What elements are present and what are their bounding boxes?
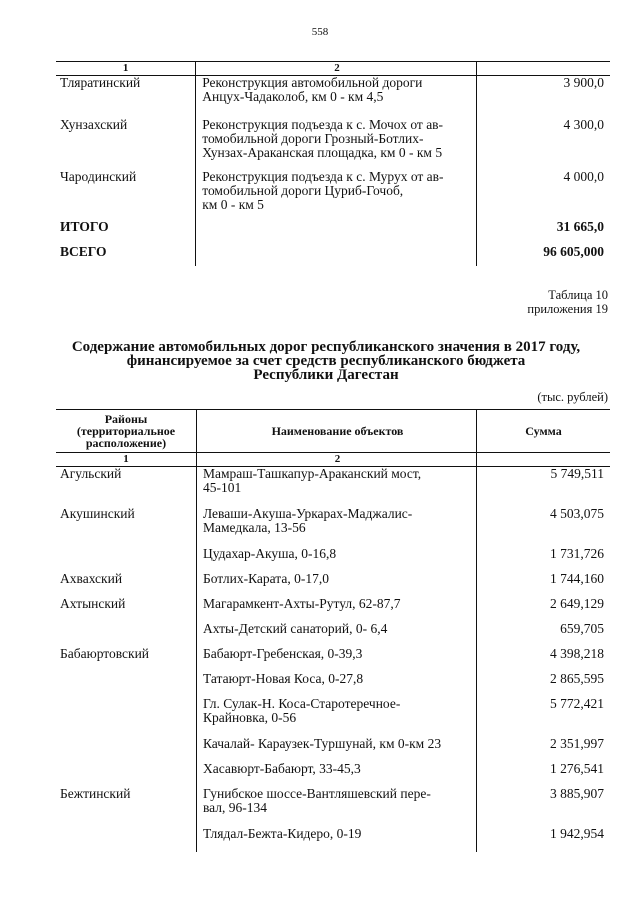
header-amount: Сумма bbox=[477, 410, 610, 453]
amount-cell: 3 885,907 bbox=[550, 786, 604, 801]
total-label: ИТОГО bbox=[60, 219, 109, 234]
object-cell: Ахты-Детский санаторий, 0- 6,4 bbox=[196, 622, 476, 647]
amount-cell: 659,705 bbox=[560, 621, 604, 636]
district-cell: Агульский bbox=[60, 466, 122, 481]
col-number-3 bbox=[477, 453, 610, 467]
district-cell: Ахтынский bbox=[60, 596, 126, 611]
district-cell bbox=[56, 697, 196, 737]
district-cell bbox=[56, 622, 196, 647]
district-cell bbox=[56, 547, 196, 572]
continued-table bbox=[56, 61, 610, 266]
object-cell: Магарамкент-Ахты-Рутул, 62-87,7 bbox=[196, 597, 476, 622]
header-districts: Районы (территориальное расположение) bbox=[56, 410, 196, 453]
object-cell: Гл. Сулак-Н. Коса-Старотеречное- Крайновка, 0-56 bbox=[196, 697, 476, 737]
table-reference-line1: Таблица 10 bbox=[548, 288, 608, 302]
district-cell bbox=[56, 762, 196, 787]
col-number-1: 1 bbox=[56, 62, 196, 76]
district-cell: Акушинский bbox=[60, 506, 135, 521]
table-row bbox=[56, 737, 610, 762]
table-row bbox=[56, 647, 610, 672]
object-cell: Гунибское шоссе-Вантляшевский пере- вал, 96-134 bbox=[196, 787, 476, 827]
grand-total-value: 96 605,000 bbox=[543, 244, 604, 259]
column-number-row bbox=[56, 62, 610, 76]
object-cell: Тлядал-Бежта-Кидеро, 0-19 bbox=[196, 827, 476, 852]
object-cell: Реконструкция подъезда к с. Мочох от ав- томобильной дороги Грозный-Ботлих- Хунзах-Араканская площадка, км 0 - км 5 bbox=[196, 118, 477, 170]
amount-cell: 5 749,511 bbox=[550, 466, 604, 481]
district-cell: Бабаюртовский bbox=[60, 646, 150, 661]
table-row bbox=[56, 170, 610, 220]
district-cell bbox=[56, 737, 196, 762]
amount-cell: 4 000,0 bbox=[563, 169, 604, 184]
table-row bbox=[56, 76, 610, 119]
table-reference-line2: приложения 19 bbox=[527, 302, 608, 316]
col-number-2: 2 bbox=[196, 62, 477, 76]
table-row bbox=[56, 787, 610, 827]
object-cell: Ботлих-Карата, 0-17,0 bbox=[196, 572, 476, 597]
col-number-3 bbox=[476, 62, 610, 76]
object-cell: Реконструкция подъезда к с. Мурух от ав- томобильной дороги Цуриб-Гочоб, км 0 - км 5 bbox=[196, 170, 477, 220]
object-cell: Бабаюрт-Гребенская, 0-39,3 bbox=[196, 647, 476, 672]
header-objects: Наименование объектов bbox=[196, 410, 476, 453]
table-title bbox=[40, 340, 612, 382]
table-row bbox=[56, 572, 610, 597]
title-line3: Республики Дагестан bbox=[253, 367, 399, 383]
district-cell bbox=[56, 672, 196, 697]
amount-cell: 1 276,541 bbox=[550, 761, 604, 776]
amount-cell: 2 649,129 bbox=[550, 596, 604, 611]
title-line2: финансируемое за счет средств республиканского бюджета bbox=[126, 353, 526, 369]
table-row bbox=[56, 118, 610, 170]
page-number: 558 bbox=[311, 26, 329, 38]
table-row bbox=[56, 507, 610, 547]
district-cell: Хунзахский bbox=[60, 117, 128, 132]
amount-cell: 2 865,595 bbox=[550, 671, 604, 686]
object-cell: Татаюрт-Новая Коса, 0-27,8 bbox=[196, 672, 476, 697]
district-cell: Чародинский bbox=[60, 169, 137, 184]
grand-total-label: ВСЕГО bbox=[60, 244, 107, 259]
amount-cell: 3 900,0 bbox=[563, 75, 604, 90]
object-cell: Реконструкция автомобильной дороги Анцух-Чадаколоб, км 0 - км 4,5 bbox=[196, 76, 477, 119]
table-row bbox=[56, 597, 610, 622]
table-row bbox=[56, 467, 610, 508]
amount-cell: 4 398,218 bbox=[550, 646, 604, 661]
object-cell: Мамраш-Ташкапур-Араканский мост, 45-101 bbox=[196, 467, 476, 508]
object-cell: Леваши-Акуша-Уркарах-Маджалис- Мамедкала, 13-56 bbox=[196, 507, 476, 547]
total-value: 31 665,0 bbox=[556, 219, 604, 234]
table-row bbox=[56, 622, 610, 647]
title-line1: Содержание автомобильных дорог республиканского значения в 2017 году, bbox=[71, 339, 581, 355]
amount-cell: 1 744,160 bbox=[550, 571, 604, 586]
table-row bbox=[56, 827, 610, 852]
total-empty-cell bbox=[196, 220, 477, 245]
amount-cell: 5 772,421 bbox=[550, 696, 604, 711]
object-cell: Качалай- Караузек-Туршунай, км 0-км 23 bbox=[196, 737, 476, 762]
amount-cell: 2 351,997 bbox=[550, 736, 604, 751]
column-number-row bbox=[56, 453, 610, 467]
grand-total-empty-cell bbox=[196, 245, 477, 266]
amount-cell: 1 731,726 bbox=[550, 546, 604, 561]
table-reference bbox=[527, 288, 608, 316]
total-row bbox=[56, 220, 610, 245]
amount-cell: 4 503,075 bbox=[550, 506, 604, 521]
table-row bbox=[56, 672, 610, 697]
col-number-1: 1 bbox=[56, 453, 196, 467]
district-cell bbox=[56, 827, 196, 852]
amount-cell: 1 942,954 bbox=[550, 826, 604, 841]
table-row bbox=[56, 762, 610, 787]
object-cell: Цудахар-Акуша, 0-16,8 bbox=[196, 547, 476, 572]
units-label: (тыс. рублей) bbox=[537, 390, 608, 404]
table-row bbox=[56, 547, 610, 572]
district-cell: Тляратинский bbox=[60, 75, 141, 90]
district-cell: Ахвахский bbox=[60, 571, 123, 586]
object-cell: Хасавюрт-Бабаюрт, 33-45,3 bbox=[196, 762, 476, 787]
amount-cell: 4 300,0 bbox=[563, 117, 604, 132]
col-number-2: 2 bbox=[196, 453, 476, 467]
header-row bbox=[56, 410, 610, 453]
roads-table bbox=[56, 409, 610, 852]
table-row bbox=[56, 697, 610, 737]
grand-total-row bbox=[56, 245, 610, 266]
district-cell: Бежтинский bbox=[60, 786, 131, 801]
